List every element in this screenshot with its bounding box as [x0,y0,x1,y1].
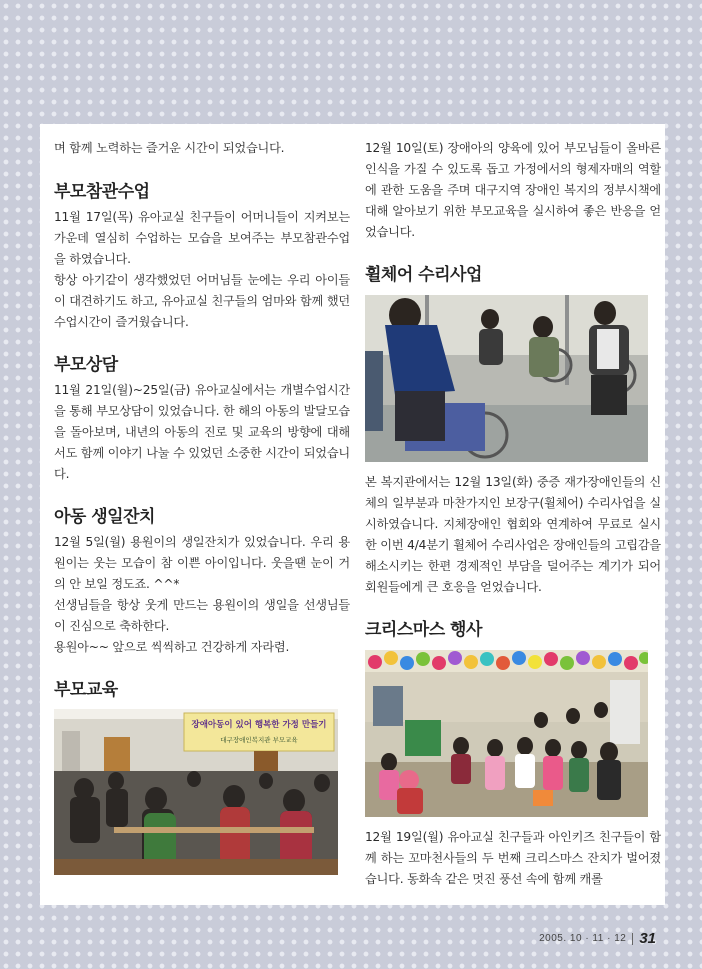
heading-parent-counseling: 부모상담 [54,355,118,375]
footer-divider [632,933,633,945]
wheelchair-repair-photo [365,295,648,462]
birthday-paragraph-3: 용원아~~ 앞으로 씩씩하고 건강하게 자라렴. [54,640,290,654]
left-intro-text: 며 함께 노력하는 즐거운 시간이 되었습니다. [54,141,285,155]
page-number: 31 [639,930,656,947]
heading-parent-education: 부모교육 [54,680,118,700]
wheelchair-repair-paragraph: 본 복지관에서는 12월 13일(화) 중증 재가장애인들의 신체의 일부분과 마찬가지인 보장구(휠체어) 수리사업을 실시하였습니다. 지체장애인 협회와 연계하여 무료로 실시한 이번 4/4분기 휠체어 수리사업은 장애인들의 고립감을 해소시키는 한편 경제적인 부담을 덜어주는 계기가 되어 회원들에게 큰 호응을 얻었습니다. [365,475,661,594]
parent-counseling-paragraph: 11월 21일(월)~25일(금) 유아교실에서는 개별수업시간을 통해 부모상담이 있었습니다. 한 해의 아동의 발달모습을 돌아보며, 내년의 아동의 진로 및 교육의 방향에 대해서도 함께 이야기 나눌 수 있었던 소중한 시간이 되었습니다. [54,383,350,481]
birthday-paragraph-1: 12월 5일(월) 용원이의 생일잔치가 있었습니다. 우리 용원이는 웃는 모습이 참 이쁜 아이입니다. 웃을땐 눈이 거의 안 보일 정도죠. ^^* [54,535,350,591]
parent-observation-paragraph-1: 11월 17일(목) 유아교실 친구들이 어머니들이 지켜보는 가운데 열심히 수업하는 모습을 보여주는 부모참관수업을 하였습니다. [54,210,350,266]
christmas-event-paragraph: 12월 19일(월) 유아교실 친구들과 아인키즈 친구들이 함께 하는 꼬마천사들의 두 번째 크리스마스 잔치가 벌어졌습니다. 동화속 같은 멋진 풍선 속에 함께 캐롤 [365,830,661,886]
issue-date: 2005. 10 · 11 · 12 [539,933,627,944]
christmas-event-photo [365,650,648,817]
banner-text-line2: 대구장애인복지관 부모교육 [220,736,298,744]
parent-observation-paragraph-2: 항상 아기같이 생각했었던 어머님들 눈에는 우리 아이들이 대견하기도 하고, 유아교실 친구들의 엄마와 함께 했던 수업시간이 즐거웠습니다. [54,273,350,329]
content-panel [40,124,665,905]
parent-education-paragraph: 12월 10일(토) 장애아의 양육에 있어 부모님들이 올바른 인식을 가질 수 있도록 돕고 가정에서의 형제자매의 역할에 관한 도움을 주며 대구지역 장애인 복지의 정부시책에 대해 알아보기 위한 부모교육을 실시하여 좋은 반응을 얻었습니다. [365,141,661,239]
birthday-paragraph-2: 선생님들을 항상 웃게 만드는 용원이의 생일을 선생님들이 진심으로 축하한다. [54,598,350,633]
page-footer [539,930,656,947]
heading-parent-observation-class: 부모참관수업 [54,182,150,202]
banner-text-line1: 장애아동이 있어 행복한 가정 만들기 [191,720,327,730]
right-column [365,124,661,890]
heading-child-birthday: 아동 생일잔치 [54,507,155,527]
parent-education-photo [54,709,338,875]
left-column [54,124,350,875]
heading-christmas-event: 크리스마스 행사 [365,620,482,640]
heading-wheelchair-repair: 휠체어 수리사업 [365,265,482,285]
